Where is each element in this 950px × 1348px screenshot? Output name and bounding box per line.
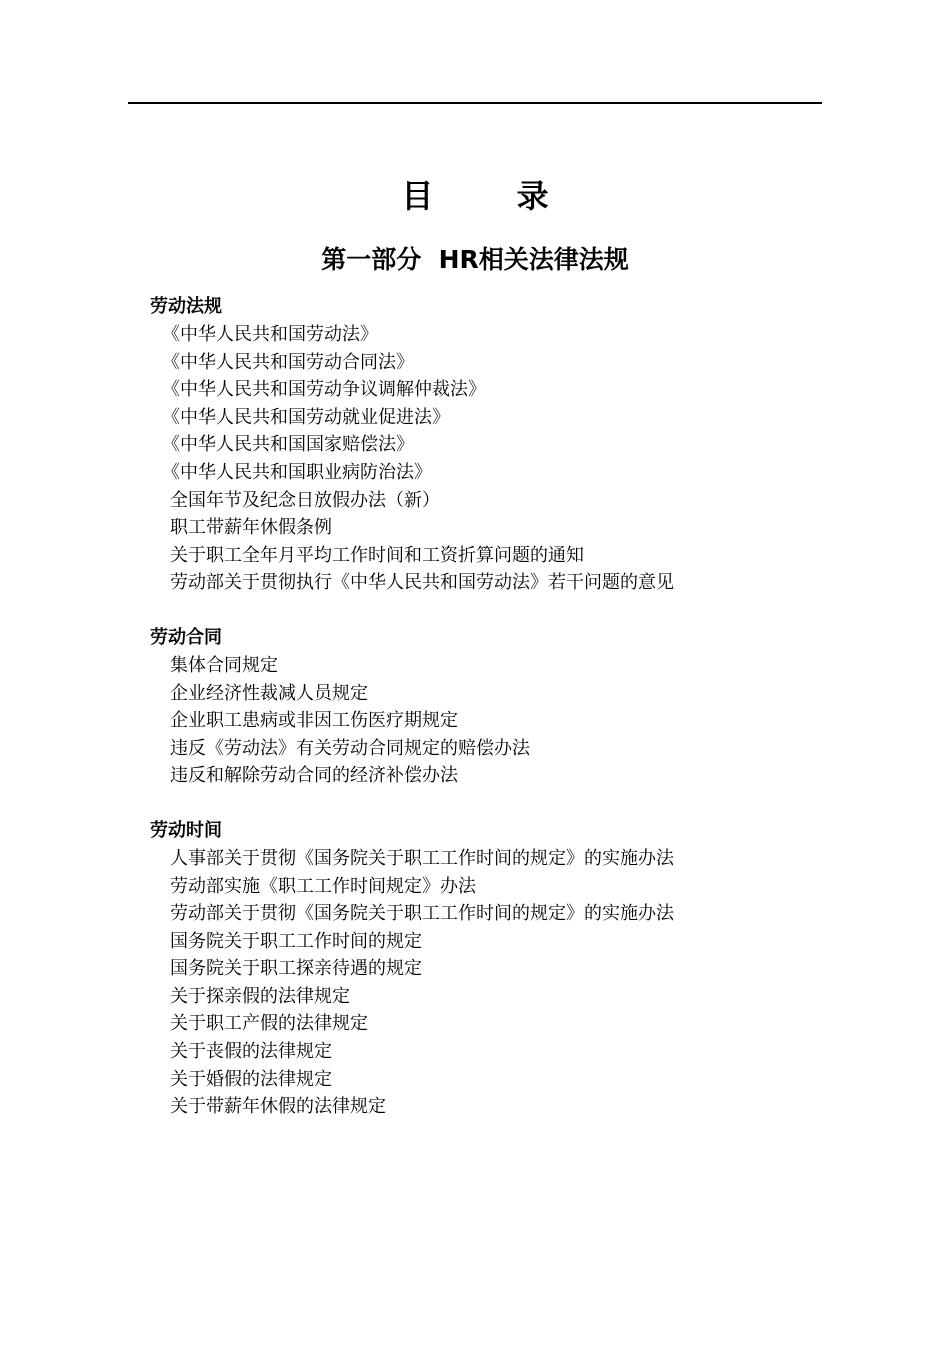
toc-entry[interactable]: 企业职工患病或非因工伤医疗期规定 bbox=[170, 710, 458, 732]
section-heading: 劳动时间 bbox=[150, 819, 222, 841]
toc-entry[interactable]: 《中华人民共和国劳动合同法》 bbox=[162, 351, 414, 373]
toc-entry[interactable]: 《中华人民共和国国家赔偿法》 bbox=[162, 434, 414, 456]
toc-entry[interactable]: 劳动部关于贯彻《国务院关于职工工作时间的规定》的实施办法 bbox=[170, 903, 674, 925]
toc-entry[interactable]: 劳动部关于贯彻执行《中华人民共和国劳动法》若干问题的意见 bbox=[170, 572, 674, 594]
toc-entry[interactable]: 《中华人民共和国劳动法》 bbox=[162, 324, 378, 345]
toc-entry[interactable]: 《中华人民共和国职业病防治法》 bbox=[162, 461, 432, 483]
toc-entry[interactable]: 关于探亲假的法律规定 bbox=[170, 985, 350, 1007]
toc-entry[interactable]: 《中华人民共和国劳动就业促进法》 bbox=[162, 406, 450, 428]
toc-entry[interactable]: 国务院关于职工探亲待遇的规定 bbox=[170, 958, 422, 980]
toc-entry[interactable]: 企业经济性裁减人员规定 bbox=[170, 682, 368, 704]
toc-entry[interactable]: 关于职工全年月平均工作时间和工资折算问题的通知 bbox=[170, 544, 584, 566]
toc-entry[interactable]: 劳动部实施《职工工作时间规定》办法 bbox=[170, 875, 476, 897]
toc-entry[interactable]: 违反《劳动法》有关劳动合同规定的赔偿办法 bbox=[170, 737, 530, 759]
toc-entry[interactable]: 人事部关于贯彻《国务院关于职工工作时间的规定》的实施办法 bbox=[170, 847, 674, 869]
toc-section-working-time bbox=[150, 817, 850, 1121]
toc-entry[interactable]: 关于丧假的法律规定 bbox=[170, 1041, 332, 1063]
toc-entry[interactable]: 全国年节及纪念日放假办法（新） bbox=[170, 489, 440, 511]
toc-entry[interactable]: 《中华人民共和国劳动争议调解仲裁法》 bbox=[162, 379, 486, 401]
toc-section-labor-regulations bbox=[150, 293, 850, 597]
part-title: 第一部分 HR相关法律法规 bbox=[321, 245, 629, 274]
header-rule bbox=[128, 102, 822, 104]
toc-content bbox=[150, 293, 850, 1148]
toc-entry[interactable]: 职工带薪年休假条例 bbox=[170, 517, 332, 539]
toc-entry[interactable]: 关于婚假的法律规定 bbox=[170, 1068, 332, 1090]
toc-entry[interactable]: 违反和解除劳动合同的经济补偿办法 bbox=[170, 765, 458, 787]
toc-entry[interactable]: 关于职工产假的法律规定 bbox=[170, 1013, 368, 1035]
section-heading: 劳动法规 bbox=[150, 296, 222, 317]
toc-entry[interactable]: 关于带薪年休假的法律规定 bbox=[170, 1096, 386, 1118]
toc-entry[interactable]: 国务院关于职工工作时间的规定 bbox=[170, 930, 422, 952]
section-heading: 劳动合同 bbox=[150, 626, 222, 648]
toc-section-labor-contract bbox=[150, 624, 850, 790]
toc-entry[interactable]: 集体合同规定 bbox=[170, 654, 278, 676]
toc-title: 目 录 bbox=[401, 177, 585, 215]
